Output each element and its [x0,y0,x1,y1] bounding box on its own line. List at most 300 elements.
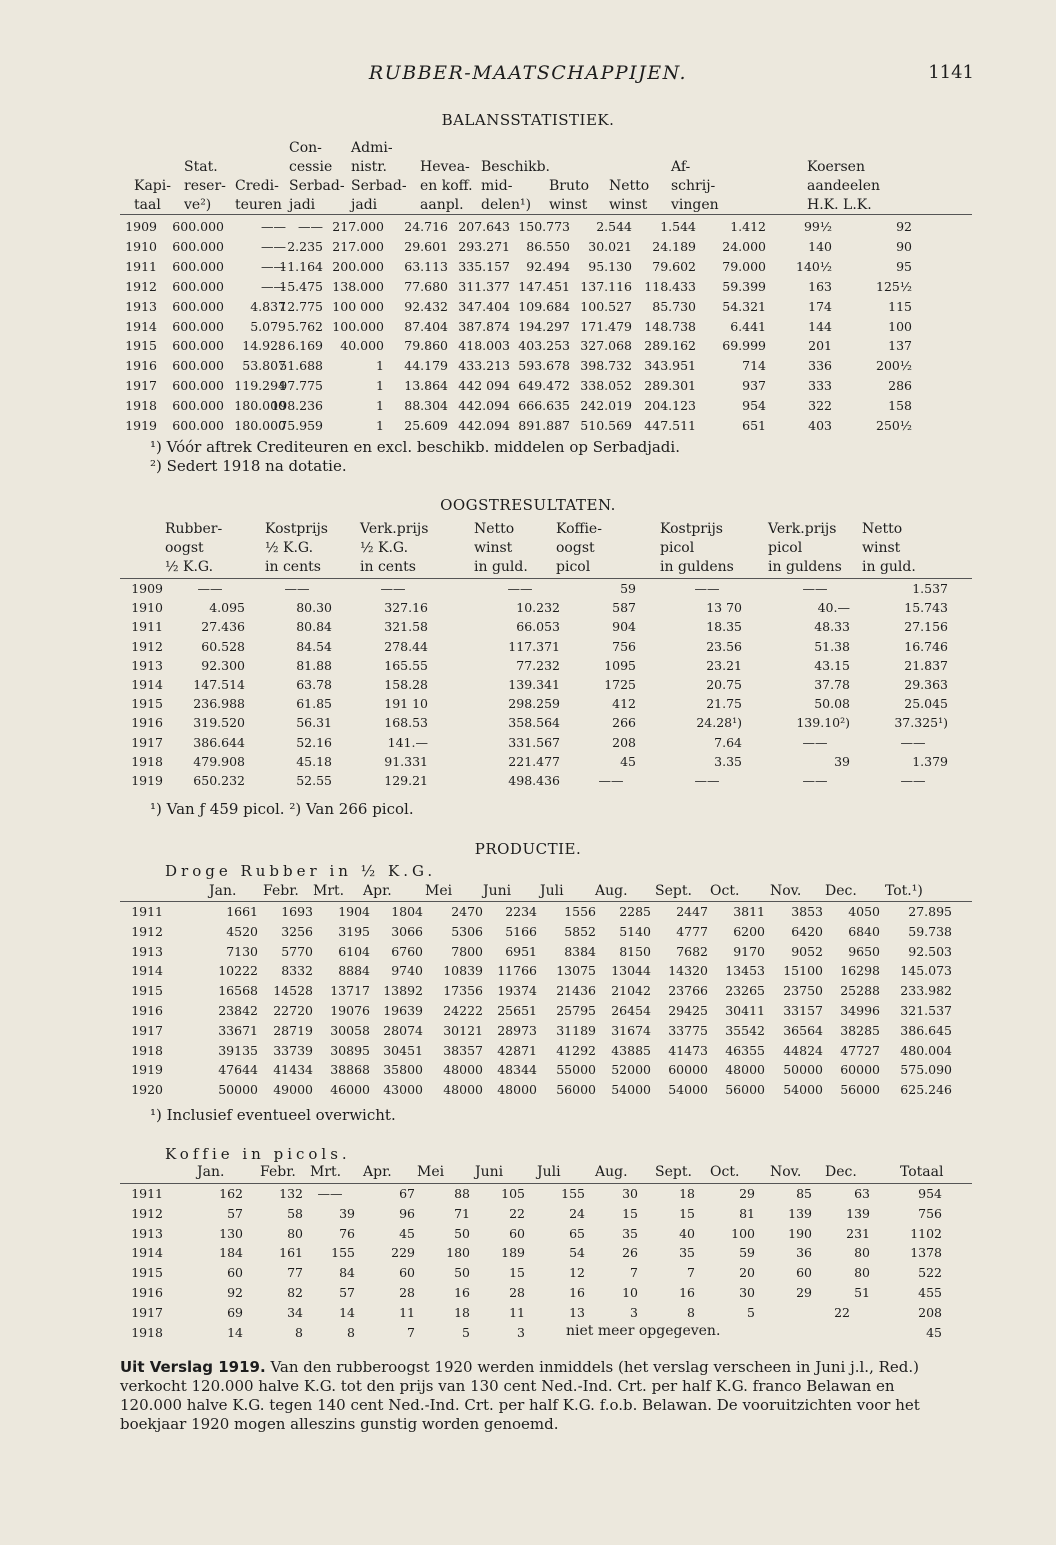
balans-cell: 180.000 [234,418,286,433]
balans-header-cell: aanpl. [420,197,464,213]
rubber-cell: 5166 [505,924,537,939]
oogst-header-cell: oogst [165,540,204,556]
oogst-cell: 51.38 [814,639,850,654]
koffie-month-label: Juli [537,1164,561,1180]
oogst-year: 1919 [131,773,163,788]
balans-cell: 92 [896,219,912,234]
balans-cell: 40.000 [340,338,384,353]
koffie-cell: 80 [854,1265,870,1280]
balans-header-cell: Kapi- [134,178,171,194]
koffie-year: 1913 [131,1226,163,1241]
balans-cell: 163 [808,279,832,294]
rubber-month-label: Juni [483,883,512,899]
oogst-cell: 191 10 [384,696,428,711]
oogst-cell: 15.743 [904,600,948,615]
rubber-cell: 1804 [391,904,423,919]
rubber-cell: 2285 [619,904,651,919]
rubber-cell: 19374 [497,983,537,998]
balans-cell: 29.601 [404,239,448,254]
rubber-cell: 4520 [226,924,258,939]
balans-cell: 600.000 [172,259,224,274]
rubber-cell: 43885 [611,1043,651,1058]
koffie-1918-note: niet meer opgegeven. [566,1323,721,1339]
rubber-cell: 38357 [443,1043,483,1058]
koffie-cell: 85 [796,1186,812,1201]
rubber-cell: 3195 [338,924,370,939]
oogst-header-cell: ½ K.G. [265,540,314,556]
oogst-cell: 91.331 [384,754,428,769]
rubber-month-label: Dec. [825,883,857,899]
oogst-cell: —— [900,735,926,750]
oogst-year: 1914 [131,677,163,692]
koffie-cell: 5 [462,1325,470,1340]
rubber-cell: 54000 [783,1082,823,1097]
balans-cell: 79.602 [652,259,696,274]
balans-year: 1917 [125,378,157,393]
rubber-cell: 24222 [443,1003,483,1018]
oogst-header-cell: picol [660,540,695,556]
koffie-cell: 162 [219,1186,243,1201]
rubber-cell: 10839 [443,963,483,978]
rubber-cell: 41292 [556,1043,596,1058]
balans-header-cell: mid- [481,178,513,194]
koffie-cell: 63 [854,1186,870,1201]
balans-cell: 649.472 [518,378,570,393]
oogst-cell: 50.08 [814,696,850,711]
oogst-year: 1918 [131,754,163,769]
rubber-cell: 30451 [383,1043,423,1058]
rubber-cell: 55000 [556,1062,596,1077]
oogst-header-cell: in guld. [862,559,916,575]
koffie-cell: 77 [287,1265,303,1280]
rubber-cell: 3811 [733,904,765,919]
rubber-month-label: Tot.¹) [885,883,923,899]
rubber-year: 1913 [131,944,163,959]
rubber-cell: 30058 [330,1023,370,1038]
koffie-month-label: Mrt. [310,1164,342,1180]
oogst-cell: 77.232 [516,658,560,673]
rubber-cell: 13075 [556,963,596,978]
oogst-cell: —— [802,735,828,750]
rubber-cell: 625.246 [900,1082,952,1097]
balans-cell: 937 [742,378,766,393]
koffie-cell: 5 [747,1305,755,1320]
balans-cell: 322 [808,398,832,413]
balans-year: 1916 [125,358,157,373]
balans-cell: 2.544 [596,219,632,234]
koffie-cell: 45 [926,1325,942,1340]
rubber-cell: 49000 [273,1082,313,1097]
koffie-cell: 7 [630,1265,638,1280]
oogst-cell: 10.232 [516,600,560,615]
oogst-cell: 479.908 [193,754,245,769]
rubber-year: 1917 [131,1023,163,1038]
koffie-cell: 7 [407,1325,415,1340]
koffie-cell: 8 [687,1305,695,1320]
rubber-cell: 4050 [848,904,880,919]
balans-header-cell: Netto [609,178,650,194]
oogst-cell: 37.78 [814,677,850,692]
balans-header-cell: Credi- [235,178,279,194]
koffie-cell: 132 [279,1186,303,1201]
oogst-cell: 319.520 [193,715,245,730]
balans-cell: 69.999 [722,338,766,353]
koffie-cell: 58 [287,1206,303,1221]
rubber-cell: 47644 [218,1062,258,1077]
koffie-cell: 45 [399,1226,415,1241]
oogst-cell: 266 [612,715,636,730]
rubber-cell: 25651 [497,1003,537,1018]
balans-cell: 180.000 [234,398,286,413]
balans-cell: 92.494 [526,259,570,274]
koffie-cell: 189 [501,1245,525,1260]
oogst-cell: 80.30 [296,600,332,615]
koffie-cell: 88 [454,1186,470,1201]
balans-year: 1919 [125,418,157,433]
oogst-cell: 63.78 [296,677,332,692]
koffie-cell: 20 [739,1265,755,1280]
oogst-cell: —— [284,581,310,596]
oogst-header-cell: Verk.prijs [360,521,429,537]
koffie-cell: 155 [561,1186,585,1201]
balans-header-cell: Bruto [549,178,590,194]
rubber-cell: 2447 [676,904,708,919]
oogst-cell: 13 70 [706,600,742,615]
rubber-cell: 33671 [218,1023,258,1038]
balans-header-cell: Af- [671,159,691,175]
balans-cell: 59.399 [722,279,766,294]
rubber-cell: 9052 [791,944,823,959]
koffie-cell: 26 [622,1245,638,1260]
koffie-cell: 208 [918,1305,942,1320]
balans-header-cell: Koersen [807,159,865,175]
balans-cell: 109.684 [518,299,570,314]
rubber-cell: 30121 [443,1023,483,1038]
balans-cell: 51.688 [279,358,323,373]
rubber-cell: 7682 [676,944,708,959]
balans-cell: 85.730 [652,299,696,314]
koffie-cell: 59 [739,1245,755,1260]
koffie-year: 1917 [131,1305,163,1320]
oogst-cell: 129.21 [384,773,428,788]
koffie-cell: 34 [287,1305,303,1320]
verslag-lead: Uit Verslag 1919. [120,1358,266,1376]
oogst-cell: 21.837 [904,658,948,673]
balans-cell: 54.321 [722,299,766,314]
koffie-cell: 139 [788,1206,812,1221]
rubber-cell: 23750 [783,983,823,998]
koffie-cell: 28 [509,1285,525,1300]
balans-cell: 25.609 [404,418,448,433]
rubber-cell: 25795 [556,1003,596,1018]
balans-cell: 1.544 [660,219,696,234]
balans-cell: 250½ [876,418,912,433]
rubber-cell: 38285 [840,1023,880,1038]
rubber-month-label: Oct. [710,883,740,899]
balans-cell: 13.864 [404,378,448,393]
koffie-year: 1914 [131,1245,163,1260]
oogst-cell: 20.75 [706,677,742,692]
koffie-cell: —— [317,1186,343,1201]
rubber-cell: 92.503 [908,944,952,959]
koffie-year: 1916 [131,1285,163,1300]
oogst-header-cell: Kostprijs [660,521,723,537]
oogst-header-cell: in guldens [768,559,842,575]
rubber-cell: 16568 [218,983,258,998]
koffie-month-label: Sept. [655,1164,692,1180]
balans-header-cell: Admi- [351,140,393,156]
rubber-month-label: Febr. [263,883,299,899]
koffie-cell: 60 [796,1265,812,1280]
rubber-cell: 47727 [840,1043,880,1058]
oogst-header-cell: Kostprijs [265,521,328,537]
balans-cell: 327.068 [580,338,632,353]
oogst-header-cell: Netto [474,521,515,537]
oogst-cell: 16.746 [904,639,948,654]
oogst-cell: 3.35 [714,754,742,769]
oogst-cell: 139.10²) [796,715,850,730]
koffie-cell: 80 [287,1226,303,1241]
balans-cell: 137 [888,338,912,353]
koffie-cell: 76 [339,1226,355,1241]
rubber-cell: 54000 [668,1082,708,1097]
balans-cell: 79.860 [404,338,448,353]
rubber-cell: 30411 [725,1003,765,1018]
koffie-cell: 35 [622,1226,638,1241]
balans-cell: 447.511 [644,418,696,433]
balans-footnote-1: ¹) Vóór aftrek Crediteuren en excl. beschikb. middelen op Serbadjadi. [150,438,680,456]
oogst-header-cell: winst [474,540,513,556]
koffie-cell: 65 [569,1226,585,1241]
balans-cell: 442.094 [458,398,510,413]
balans-cell: 144 [808,319,832,334]
koffie-cell: 30 [739,1285,755,1300]
oogst-cell: 904 [612,619,636,634]
page-number: 1141 [928,62,974,83]
rubber-cell: 14320 [668,963,708,978]
rubber-cell: 43000 [383,1082,423,1097]
rubber-cell: 35800 [383,1062,423,1077]
rubber-cell: 8332 [281,963,313,978]
oogst-cell: —— [694,773,720,788]
koffie-cell: 231 [846,1226,870,1241]
oogst-cell: 21.75 [706,696,742,711]
koffie-cell: 190 [788,1226,812,1241]
rubber-cell: 60000 [668,1062,708,1077]
koffie-month-label: Totaal [900,1164,944,1180]
koffie-month-label: Febr. [260,1164,296,1180]
balans-year: 1910 [125,239,157,254]
oogst-cell: 84.54 [296,639,332,654]
balans-year: 1913 [125,299,157,314]
balans-cell: 666.635 [518,398,570,413]
oogst-cell: 56.31 [296,715,332,730]
balans-header-cell: winst [609,197,648,213]
oogst-cell: 331.567 [508,735,560,750]
balans-cell: 1 [376,378,384,393]
oogst-cell: 61.85 [296,696,332,711]
rubber-year: 1919 [131,1062,163,1077]
oogst-cell: —— [507,581,533,596]
rubber-cell: 4777 [676,924,708,939]
koffie-cell: 155 [331,1245,355,1260]
koffie-cell: 57 [227,1206,243,1221]
oogst-header-cell: ½ K.G. [165,559,214,575]
rubber-cell: 28074 [383,1023,423,1038]
rubber-cell: 33157 [783,1003,823,1018]
balans-cell: 891.887 [518,418,570,433]
balans-cell: 79.000 [722,259,766,274]
oogst-cell: 59 [620,581,636,596]
balans-cell: 600.000 [172,378,224,393]
balans-cell: 138.000 [332,279,384,294]
koffie-cell: 15 [622,1206,638,1221]
balans-cell: 600.000 [172,358,224,373]
oogst-cell: 92.300 [201,658,245,673]
rubber-cell: 22720 [273,1003,313,1018]
koffie-month-label: Mei [417,1164,445,1180]
koffie-cell: 96 [399,1206,415,1221]
oogst-header-cell: in guld. [474,559,528,575]
koffie-cell: 92 [227,1285,243,1300]
koffie-cell: 105 [501,1186,525,1201]
koffie-cell: 8 [295,1325,303,1340]
productie-title: PRODUCTIE. [474,840,582,858]
oogst-cell: 37.325¹) [894,715,948,730]
verslag-text: Van den rubberoogst 1920 werden inmiddels (het verslag verscheen in Juni j.l., Red.) verkocht 120.000 halve K.G. tot den prijs van 130 cent Ned.-Ind. Crt. per half K.G. franco Belawan en 120.000 halve K.G. tegen 140 cent Ned.-Ind. Crt. per half K.G. f.o.b. Belawan. De vooruitzichten voor het boekjaar 1920 mogen alleszins gunstig worden genoemd. [120,1358,920,1433]
rubber-cell: 33739 [273,1043,313,1058]
balans-cell: 53.807 [242,358,286,373]
koffie-cell: 522 [918,1265,942,1280]
koffie-cell: 15 [509,1265,525,1280]
oogst-cell: 587 [612,600,636,615]
balans-cell: 158 [888,398,912,413]
balans-cell: 119.294 [234,378,286,393]
rubber-cell: 23842 [218,1003,258,1018]
koffie-month-label: Jan. [197,1164,225,1180]
rubber-cell: 6104 [338,944,370,959]
balans-cell: 100.000 [332,319,384,334]
koffie-cell: 180 [446,1245,470,1260]
koffie-year: 1918 [131,1325,163,1340]
oogst-cell: 66.053 [516,619,560,634]
rubber-cell: 52000 [611,1062,651,1077]
rubber-cell: 54000 [611,1082,651,1097]
balans-cell: 87.404 [404,319,448,334]
oogst-cell: 7.64 [714,735,742,750]
balans-header-cell: Hevea- [420,159,470,175]
oogst-footnote: ¹) Van ƒ 459 picol. ²) Van 266 picol. [150,800,414,818]
rubber-cell: 23766 [668,983,708,998]
rubber-cell: 31674 [611,1023,651,1038]
balans-cell: 204.123 [644,398,696,413]
oogst-cell: 321.58 [384,619,428,634]
koffie-cell: 14 [227,1325,243,1340]
oogst-header-cell: Rubber- [165,521,223,537]
oogst-header-cell: winst [862,540,901,556]
rubber-cell: 46000 [330,1082,370,1097]
rubber-cell: 386.645 [900,1023,952,1038]
rubber-cell: 5852 [564,924,596,939]
rubber-cell: 2470 [451,904,483,919]
rubber-cell: 50000 [218,1082,258,1097]
balans-header-cell: schrij- [671,178,716,194]
rubber-cell: 56000 [840,1082,880,1097]
oogst-cell: 117.371 [508,639,560,654]
rubber-month-label: Jan. [209,883,237,899]
balans-year: 1912 [125,279,157,294]
rubber-cell: 35542 [725,1023,765,1038]
rubber-year: 1911 [131,904,163,919]
balans-header-cell: delen¹) [481,197,532,213]
balans-cell: 289.301 [644,378,696,393]
oogst-cell: 386.644 [193,735,245,750]
oogst-cell: 45.18 [296,754,332,769]
balans-cell: 1.412 [730,219,766,234]
rubber-cell: 33775 [668,1023,708,1038]
balans-cell: 600.000 [172,418,224,433]
balans-header-cell: reser- [184,178,226,194]
balans-year: 1911 [125,259,157,274]
balans-cell: 30.021 [588,239,632,254]
balans-header-cell: taal [134,197,161,213]
rubber-cell: 21042 [611,983,651,998]
oogst-year: 1910 [131,600,163,615]
rubber-month-label: Aug. [595,883,628,899]
balans-cell: 954 [742,398,766,413]
oogst-cell: 27.156 [904,619,948,634]
koffie-cell: 16 [454,1285,470,1300]
balans-cell: 115 [888,299,912,314]
koffie-month-label: Apr. [363,1164,392,1180]
oogst-cell: 18.35 [706,619,742,634]
rubber-year: 1918 [131,1043,163,1058]
rubber-cell: 5140 [619,924,651,939]
balans-cell: 118.433 [644,279,696,294]
oogst-cell: 1725 [604,677,636,692]
oogst-cell: 141.— [387,735,428,750]
rubber-cell: 48000 [443,1082,483,1097]
koffie-cell: 69 [227,1305,243,1320]
rubber-cell: 13044 [611,963,651,978]
koffie-cell: 84 [339,1265,355,1280]
rubber-cell: 48000 [725,1062,765,1077]
balans-cell: 97.775 [279,378,323,393]
rubber-year: 1912 [131,924,163,939]
rubber-cell: 6760 [391,944,423,959]
balans-cell: 100 [888,319,912,334]
balans-header-cell: Stat. [184,159,218,175]
oogst-header-cell: picol [556,559,591,575]
oogst-cell: 81.88 [296,658,332,673]
balans-header-cell: winst [549,197,588,213]
rubber-subtitle: Droge Rubber in ½ K.G. [165,862,437,880]
koffie-cell: 51 [854,1285,870,1300]
oogst-cell: 4.095 [209,600,245,615]
oogst-cell: 1095 [604,658,636,673]
balans-cell: 44.179 [404,358,448,373]
rubber-month-label: Apr. [363,883,392,899]
koffie-cell: 13 [569,1305,585,1320]
rubber-cell: 13453 [725,963,765,978]
oogst-cell: 52.55 [296,773,332,788]
balans-cell: —— [261,279,286,294]
rubber-year: 1915 [131,983,163,998]
rubber-month-label: Mei [425,883,453,899]
oogst-cell: 29.363 [904,677,948,692]
koffie-cell: 22 [509,1206,525,1221]
rubber-cell: 8884 [338,963,370,978]
